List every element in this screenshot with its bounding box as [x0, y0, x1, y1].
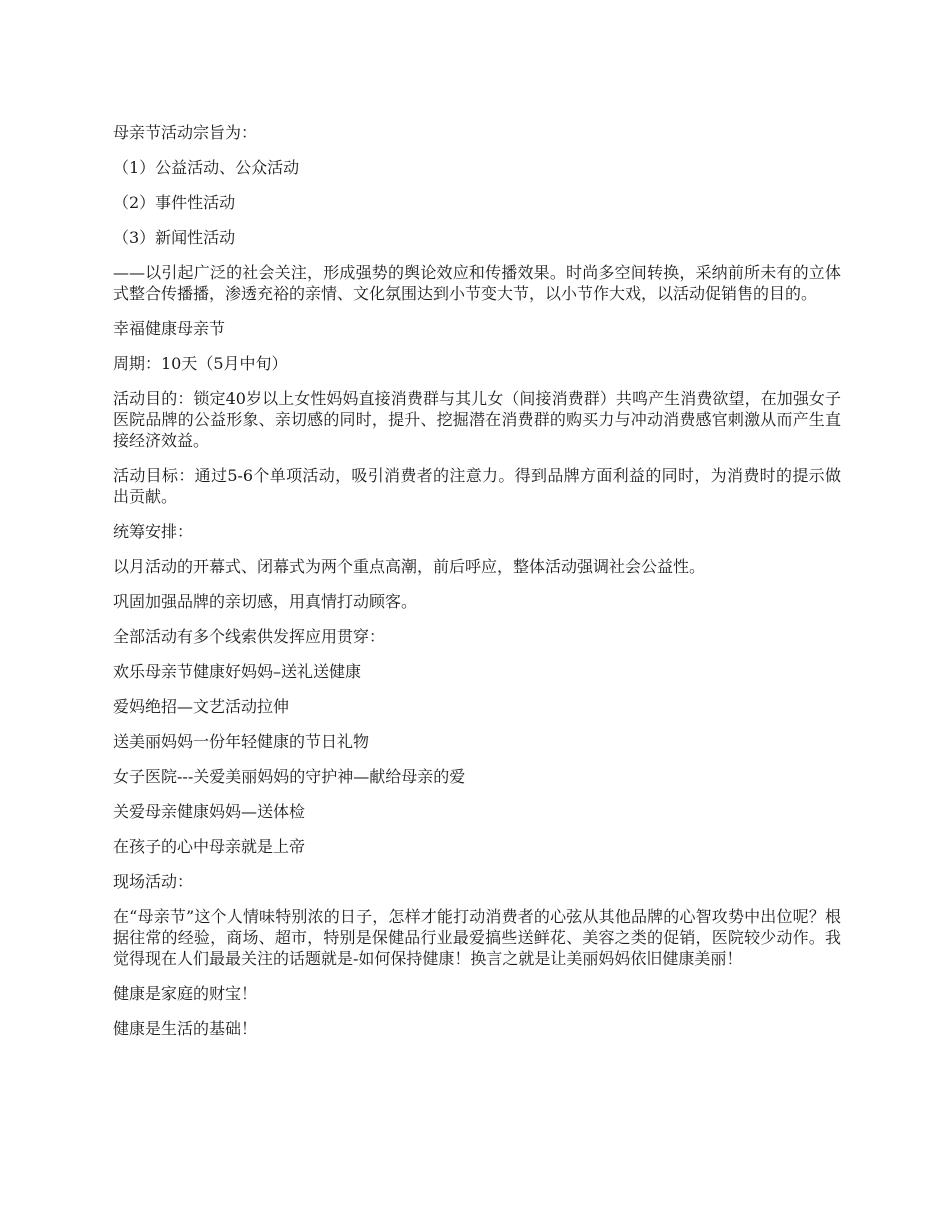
paragraph-clues-heading: 全部活动有多个线索供发挥应用贯穿：	[113, 627, 386, 646]
paragraph-onsite-body: 在“母亲节”这个人情味特别浓的日子，怎样才能打动消费者的心弦从其他品牌的心智攻势中出位呢？根据往常的经验，商场、超市，特别是保健品行业最爱搞些送鲜花、美容之类的促销，医院较少动作。我觉得现在人们最最关注的话题就是-如何保持健康！换言之就是让美丽妈妈依旧健康美丽！	[113, 907, 841, 968]
paragraph-health-2: 健康是生活的基础！	[113, 1019, 258, 1038]
paragraph-clue-5: 关爱母亲健康妈妈—送体检	[113, 802, 306, 821]
paragraph-goal: 活动目标：通过5-6个单项活动，吸引消费者的注意力。得到品牌方面利益的同时，为消费时的提示做出贡献。	[113, 466, 841, 506]
paragraph-clue-3: 送美丽妈妈一份年轻健康的节日礼物	[113, 732, 370, 751]
paragraph-purpose-body: ——以引起广泛的社会关注，形成强势的舆论效应和传播效果。时尚多空间转换，采纳前所未有的立体式整合传播播，渗透充裕的亲情、文化氛围达到小节变大节，以小节作大戏，以活动促销售的目的。	[113, 263, 841, 303]
paragraph-clue-4: 女子医院---关爱美丽妈妈的守护神—献给母亲的爱	[113, 767, 466, 786]
paragraph-planning-heading: 统筹安排：	[113, 522, 194, 541]
paragraph-health-1: 健康是家庭的财宝！	[113, 984, 258, 1003]
paragraph-planning-2: 巩固加强品牌的亲切感，用真情打动顾客。	[113, 592, 418, 611]
paragraph-item-1: （1）公益活动、公众活动	[113, 158, 300, 177]
paragraph-onsite-heading: 现场活动：	[113, 872, 194, 891]
paragraph-clue-2: 爱妈绝招—文艺活动拉伸	[113, 697, 290, 716]
paragraph-period: 周期：10天（5月中旬）	[113, 354, 288, 373]
paragraph-purpose-heading: 母亲节活动宗旨为：	[113, 123, 258, 142]
paragraph-clue-1: 欢乐母亲节健康好妈妈–送礼送健康	[113, 662, 362, 681]
paragraph-item-2: （2）事件性活动	[113, 193, 236, 212]
document-page	[113, 122, 841, 1053]
paragraph-clue-6: 在孩子的心中母亲就是上帝	[113, 837, 306, 856]
paragraph-item-3: （3）新闻性活动	[113, 228, 236, 247]
paragraph-theme: 幸福健康母亲节	[113, 319, 226, 338]
paragraph-planning-1: 以月活动的开幕式、闭幕式为两个重点高潮，前后呼应，整体活动强调社会公益性。	[113, 557, 706, 576]
paragraph-objective: 活动目的：锁定40岁以上女性妈妈直接消费群与其儿女（间接消费群）共鸣产生消费欲望，在加强女子医院品牌的公益形象、亲切感的同时，提升、挖掘潜在消费群的购买力与冲动消费感官刺激从而产生直接经济效益。	[113, 389, 841, 450]
